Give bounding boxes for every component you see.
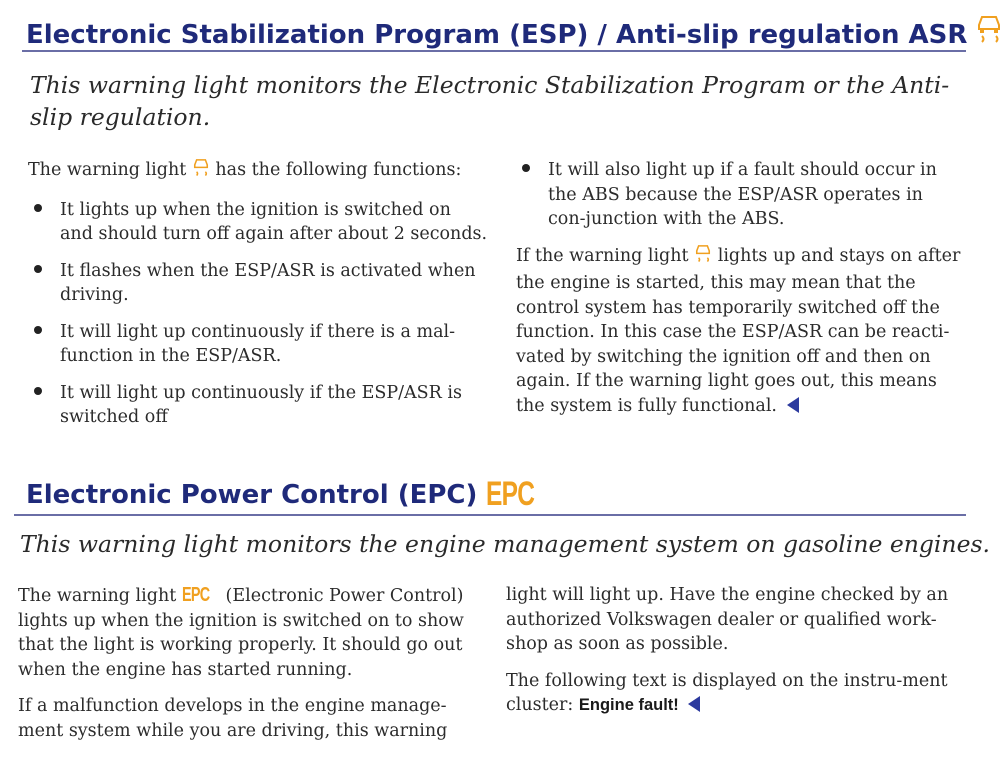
esp-skid-warning-icon xyxy=(976,14,1000,51)
back-arrow-icon[interactable] xyxy=(688,696,700,712)
esp-heading-text: Electronic Stabilization Program (ESP) / Anti-slip regulation ASR xyxy=(26,20,968,50)
esp-status-paragraph: If the warning light lights up and stays on after the engine is started, this may mean that the control system has temporarily switched off the function. In this case the ESP/ASR can be reacti-vated by switching the ignition off and then on again. If the warning light goes out, this means the system is fully functional. xyxy=(516,245,961,416)
esp-intro: The warning light has the following functions: xyxy=(28,158,488,186)
epc-heading-text: Electronic Power Control (EPC) xyxy=(26,480,478,510)
esp-heading xyxy=(26,14,1000,51)
epc-heading xyxy=(26,477,553,511)
esp-lead: This warning light monitors the Electronic Stabilization Program or the Anti-slip regulation. xyxy=(30,71,950,131)
epc-left-column xyxy=(18,583,473,755)
esp-inline-icon xyxy=(694,244,712,272)
epc-right-column xyxy=(506,583,966,730)
epc-paragraph-3: light will light up. Have the engine checked by an authorized Volkswagen dealer or qualified work-shop as soon as possible. xyxy=(506,585,949,654)
epc-paragraph-1: The warning light EPC (Electronic Power Control) lights up when the ignition is switched on to show that the light is working properly. It should go out when the engine has started running. xyxy=(18,584,464,680)
esp-heading-rule xyxy=(22,50,966,52)
esp-bullet-4: It will light up continuously if the ESP/ASR is switched off xyxy=(28,381,488,430)
esp-bullet-1: It lights up when the ignition is switched on and should turn off again after about 2 seconds. xyxy=(28,198,488,247)
epc-warning-icon: EPC xyxy=(486,475,535,513)
esp-bullet-2: It flashes when the ESP/ASR is activated when driving. xyxy=(28,259,488,308)
epc-lead: This warning light monitors the engine management system on gasoline engines. xyxy=(20,530,991,558)
engine-fault-message: Engine fault! xyxy=(578,696,679,714)
esp-bullet-5: It will also light up if a fault should occur in the ABS because the ESP/ASR operates in con-junction with the ABS. xyxy=(516,158,966,232)
epc-heading-rule xyxy=(14,514,966,516)
epc-inline-icon: EPC xyxy=(181,584,210,606)
bullet-icon xyxy=(28,259,60,284)
bullet-icon xyxy=(28,381,60,406)
bullet-icon xyxy=(28,198,60,223)
esp-right-column xyxy=(516,158,966,430)
bullet-icon xyxy=(516,158,548,183)
epc-paragraph-2: If a malfunction develops in the engine manage-ment system while you are driving, this warning xyxy=(18,696,448,741)
bullet-icon xyxy=(28,320,60,345)
esp-left-column xyxy=(28,158,488,442)
esp-bullet-3: It will light up continuously if there is a mal-function in the ESP/ASR. xyxy=(28,320,488,369)
esp-inline-icon xyxy=(192,158,210,186)
epc-paragraph-4: The following text is displayed on the instru-ment cluster: Engine fault! xyxy=(506,670,948,715)
back-arrow-icon[interactable] xyxy=(787,397,799,413)
